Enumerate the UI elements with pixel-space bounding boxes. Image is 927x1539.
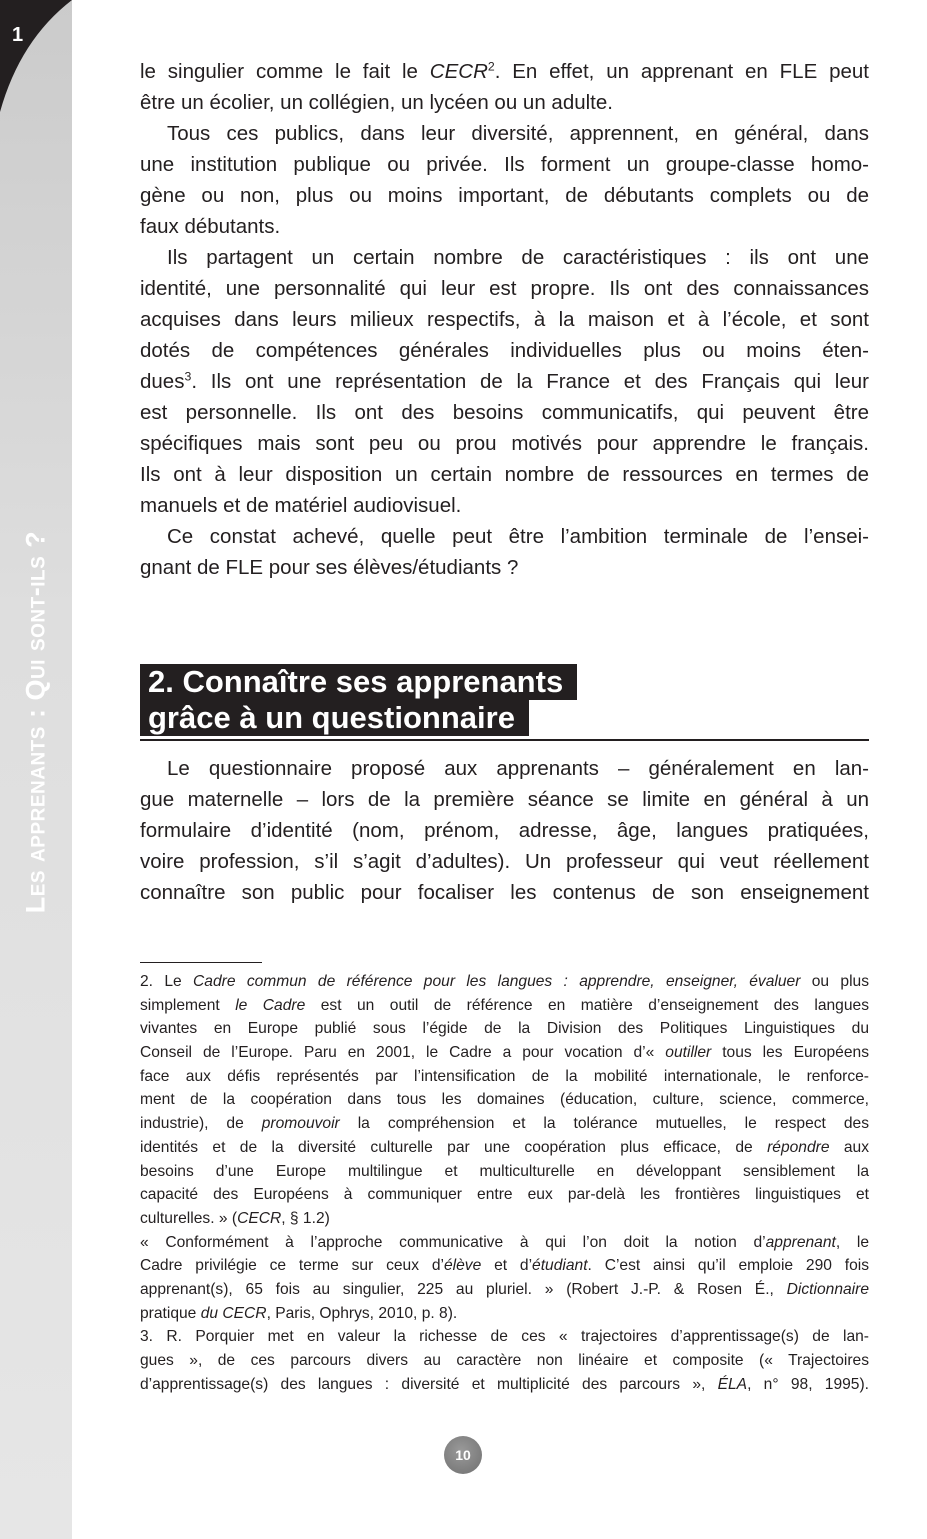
text-line: [140, 1136, 869, 1160]
text-run: formulaire d’identité (nom, prénom, adresse, âge, langues pratiquées,: [140, 819, 869, 842]
footnote-ref: 3: [184, 369, 192, 384]
text-run: Tous ces publics, dans leur diversité, apprennent, en général, dans: [167, 122, 869, 145]
page-number: 10: [444, 1436, 482, 1474]
text-run: pratique: [140, 1304, 201, 1322]
text-line: [140, 1231, 869, 1255]
text-run: , le: [835, 1233, 869, 1251]
footnote-ref: 2: [487, 59, 495, 74]
text-line: [140, 1017, 869, 1041]
text-line: [140, 877, 869, 908]
text-run: est personnelle. Ils ont des besoins communicatifs, qui peuvent être: [140, 401, 869, 424]
text-line: [140, 846, 869, 877]
text-run: . En effet, un apprenant en FLE peut: [494, 60, 869, 83]
text-line: [140, 552, 869, 583]
text-run: identité, une personnalité qui leur est propre. Ils ont des connaissances: [140, 277, 869, 300]
text-line: [140, 1325, 869, 1349]
text-run: gue maternelle – lors de la première séance se limite en général à un: [140, 788, 869, 811]
text-line: [140, 753, 869, 784]
text-run: . C’est ainsi qu’il emploie 290 fois: [587, 1257, 870, 1275]
text-line: [140, 459, 869, 490]
text-run: vivantes en Europe publié sous l’égide de la Division des Politiques Linguistiques du: [140, 1020, 869, 1038]
text-run: apprenant(s), 65 fois au singulier, 225 au pluriel. » (Robert J.-P. & Rosen É.,: [140, 1280, 787, 1298]
text-line: [140, 1160, 869, 1184]
text-line: [140, 242, 869, 273]
text-run: voire profession, s’il s’agit d’adultes). Un professeur qui veut réellement: [140, 850, 869, 873]
text-run: , Paris, Ophrys, 2010, p. 8).: [266, 1304, 458, 1322]
text-line: [140, 304, 869, 335]
text-line: [140, 1183, 869, 1207]
text-line: [140, 1041, 869, 1065]
text-run: gène ou non, plus ou moins important, de débutants complets ou de: [140, 184, 869, 207]
text-line: [140, 273, 869, 304]
text-line: [140, 149, 869, 180]
chapter-number: 1: [12, 24, 24, 46]
text-run: Le questionnaire proposé aux apprenants – généralement en lan-: [167, 757, 869, 780]
text-run: besoins d’une Europe multilingue et multiculturelle en développant sensiblement la: [140, 1162, 869, 1180]
text-run: la compréhension et la tolérance mutuelles, le respect des: [339, 1115, 869, 1133]
text-line: [140, 211, 869, 242]
running-title: Les apprenants : Qui sont-ils ?: [20, 530, 51, 914]
footnotes: [140, 970, 869, 1396]
section-heading-line-2: grâce à un questionnaire: [140, 700, 529, 736]
italic-text: Cadre commun de référence pour les langues : apprendre, enseigner, évaluer: [193, 973, 801, 990]
italic-text: élève: [443, 1257, 482, 1275]
text-run: d’apprentissage(s) des langues : diversité et multiplicité des parcours »,: [140, 1375, 718, 1393]
text-run: acquises dans leurs milieux respectifs, à la maison et à l’école, et sont: [140, 308, 869, 331]
text-run: Ils ont à leur disposition un certain nombre de ressources en termes de: [140, 463, 869, 486]
text-run: face aux défis représentés par l’intensification de la mobilité internationale, le renforce-: [140, 1067, 869, 1085]
text-line: [140, 1065, 869, 1089]
text-run: simplement: [140, 996, 236, 1014]
italic-text: promouvoir: [261, 1115, 340, 1133]
heading-rule: [140, 739, 869, 741]
text-run: connaître son public pour focaliser les contenus de son enseignement: [140, 881, 869, 904]
body-text-section: [140, 753, 869, 908]
italic-text: outiller: [665, 1044, 712, 1062]
text-line: [140, 428, 869, 459]
italic-text: le Cadre: [235, 996, 306, 1014]
italic-text: CECR: [237, 1209, 282, 1227]
text-line: [140, 994, 869, 1018]
body-text-top: [140, 56, 869, 583]
text-run: ment de la coopération dans tous les domaines (éducation, culture, science, commerce,: [140, 1091, 869, 1109]
section-heading-line-1: 2. Connaître ses apprenants: [140, 664, 577, 700]
italic-text: ÉLA: [717, 1375, 748, 1393]
text-line: [140, 180, 869, 211]
text-line: [140, 1112, 869, 1136]
text-line: [140, 87, 869, 118]
section-heading: [140, 664, 869, 736]
text-run: identités et de la diversité culturelle par une coopération plus efficace, de: [140, 1138, 768, 1156]
text-run: le singulier comme le fait le: [140, 60, 430, 83]
italic-text: CECR: [429, 60, 488, 83]
text-run: 3. R. Porquier met en valeur la richesse de ces « trajectoires d’apprentissage(s) de lan-: [140, 1328, 869, 1346]
text-run: industrie), de: [140, 1115, 262, 1133]
text-line: [140, 118, 869, 149]
text-run: dotés de compétences générales individuelles plus ou moins éten-: [140, 339, 869, 362]
text-run: aux: [829, 1138, 869, 1156]
text-line: [140, 1349, 869, 1373]
text-line: [140, 335, 869, 366]
text-run: culturelles. » (: [140, 1209, 238, 1227]
text-run: . Ils ont une représentation de la France et des Français qui leur: [191, 370, 869, 393]
text-run: manuels et de matériel audiovisuel.: [140, 494, 462, 517]
text-line: [140, 1254, 869, 1278]
chapter-corner-tab: [0, 0, 72, 112]
italic-text: répondre: [767, 1138, 830, 1156]
text-line: [140, 1302, 869, 1326]
text-line: [140, 1373, 869, 1397]
text-line: [140, 1088, 869, 1112]
text-run: faux débutants.: [140, 215, 281, 238]
text-line: [140, 1278, 869, 1302]
text-run: une institution publique ou privée. Ils forment un groupe-classe homo-: [140, 153, 869, 176]
text-run: capacité des Européens à communiquer entre eux par-delà les frontières linguistiques et: [140, 1186, 869, 1204]
text-line: [140, 56, 869, 87]
text-line: [140, 815, 869, 846]
text-line: [140, 397, 869, 428]
footnote-separator: [140, 962, 262, 963]
text-line: [140, 366, 869, 397]
text-run: gnant de FLE pour ses élèves/étudiants ?: [140, 556, 519, 579]
text-run: dues: [140, 370, 185, 393]
text-run: 2. Le: [140, 973, 194, 990]
text-line: [140, 970, 869, 994]
text-run: tous les Européens: [711, 1044, 869, 1062]
text-run: Ce constat achevé, quelle peut être l’ambition terminale de l’ensei-: [167, 525, 869, 548]
text-run: « Conformément à l’approche communicative à qui l’on doit la notion d’: [140, 1233, 766, 1251]
text-run: spécifiques mais sont peu ou prou motivés pour apprendre le français.: [140, 432, 869, 455]
text-line: [140, 490, 869, 521]
italic-text: Dictionnaire: [786, 1280, 869, 1298]
text-line: [140, 784, 869, 815]
text-run: et d’: [481, 1257, 533, 1275]
text-run: être un écolier, un collégien, un lycéen ou un adulte.: [140, 91, 613, 114]
text-line: [140, 1207, 869, 1231]
italic-text: étudiant: [532, 1257, 588, 1275]
text-run: , § 1.2): [281, 1209, 330, 1227]
text-run: est un outil de référence en matière d’enseignement des langues: [305, 996, 869, 1014]
text-run: Conseil de l’Europe. Paru en 2001, le Cadre a pour vocation d’«: [140, 1044, 666, 1062]
text-run: , n° 98, 1995).: [747, 1375, 869, 1393]
chapter-sidebar: [0, 0, 72, 1539]
text-run: gues », de ces parcours divers au caractère non linéaire et composite (« Trajectoires: [140, 1352, 869, 1369]
text-run: Cadre privilégie ce terme sur ceux d’: [140, 1257, 444, 1275]
italic-text: apprenant: [765, 1233, 836, 1251]
text-run: Ils partagent un certain nombre de caractéristiques : ils ont une: [167, 246, 869, 269]
text-line: [140, 521, 869, 552]
text-run: ou plus: [800, 973, 870, 990]
italic-text: du CECR: [200, 1304, 267, 1322]
